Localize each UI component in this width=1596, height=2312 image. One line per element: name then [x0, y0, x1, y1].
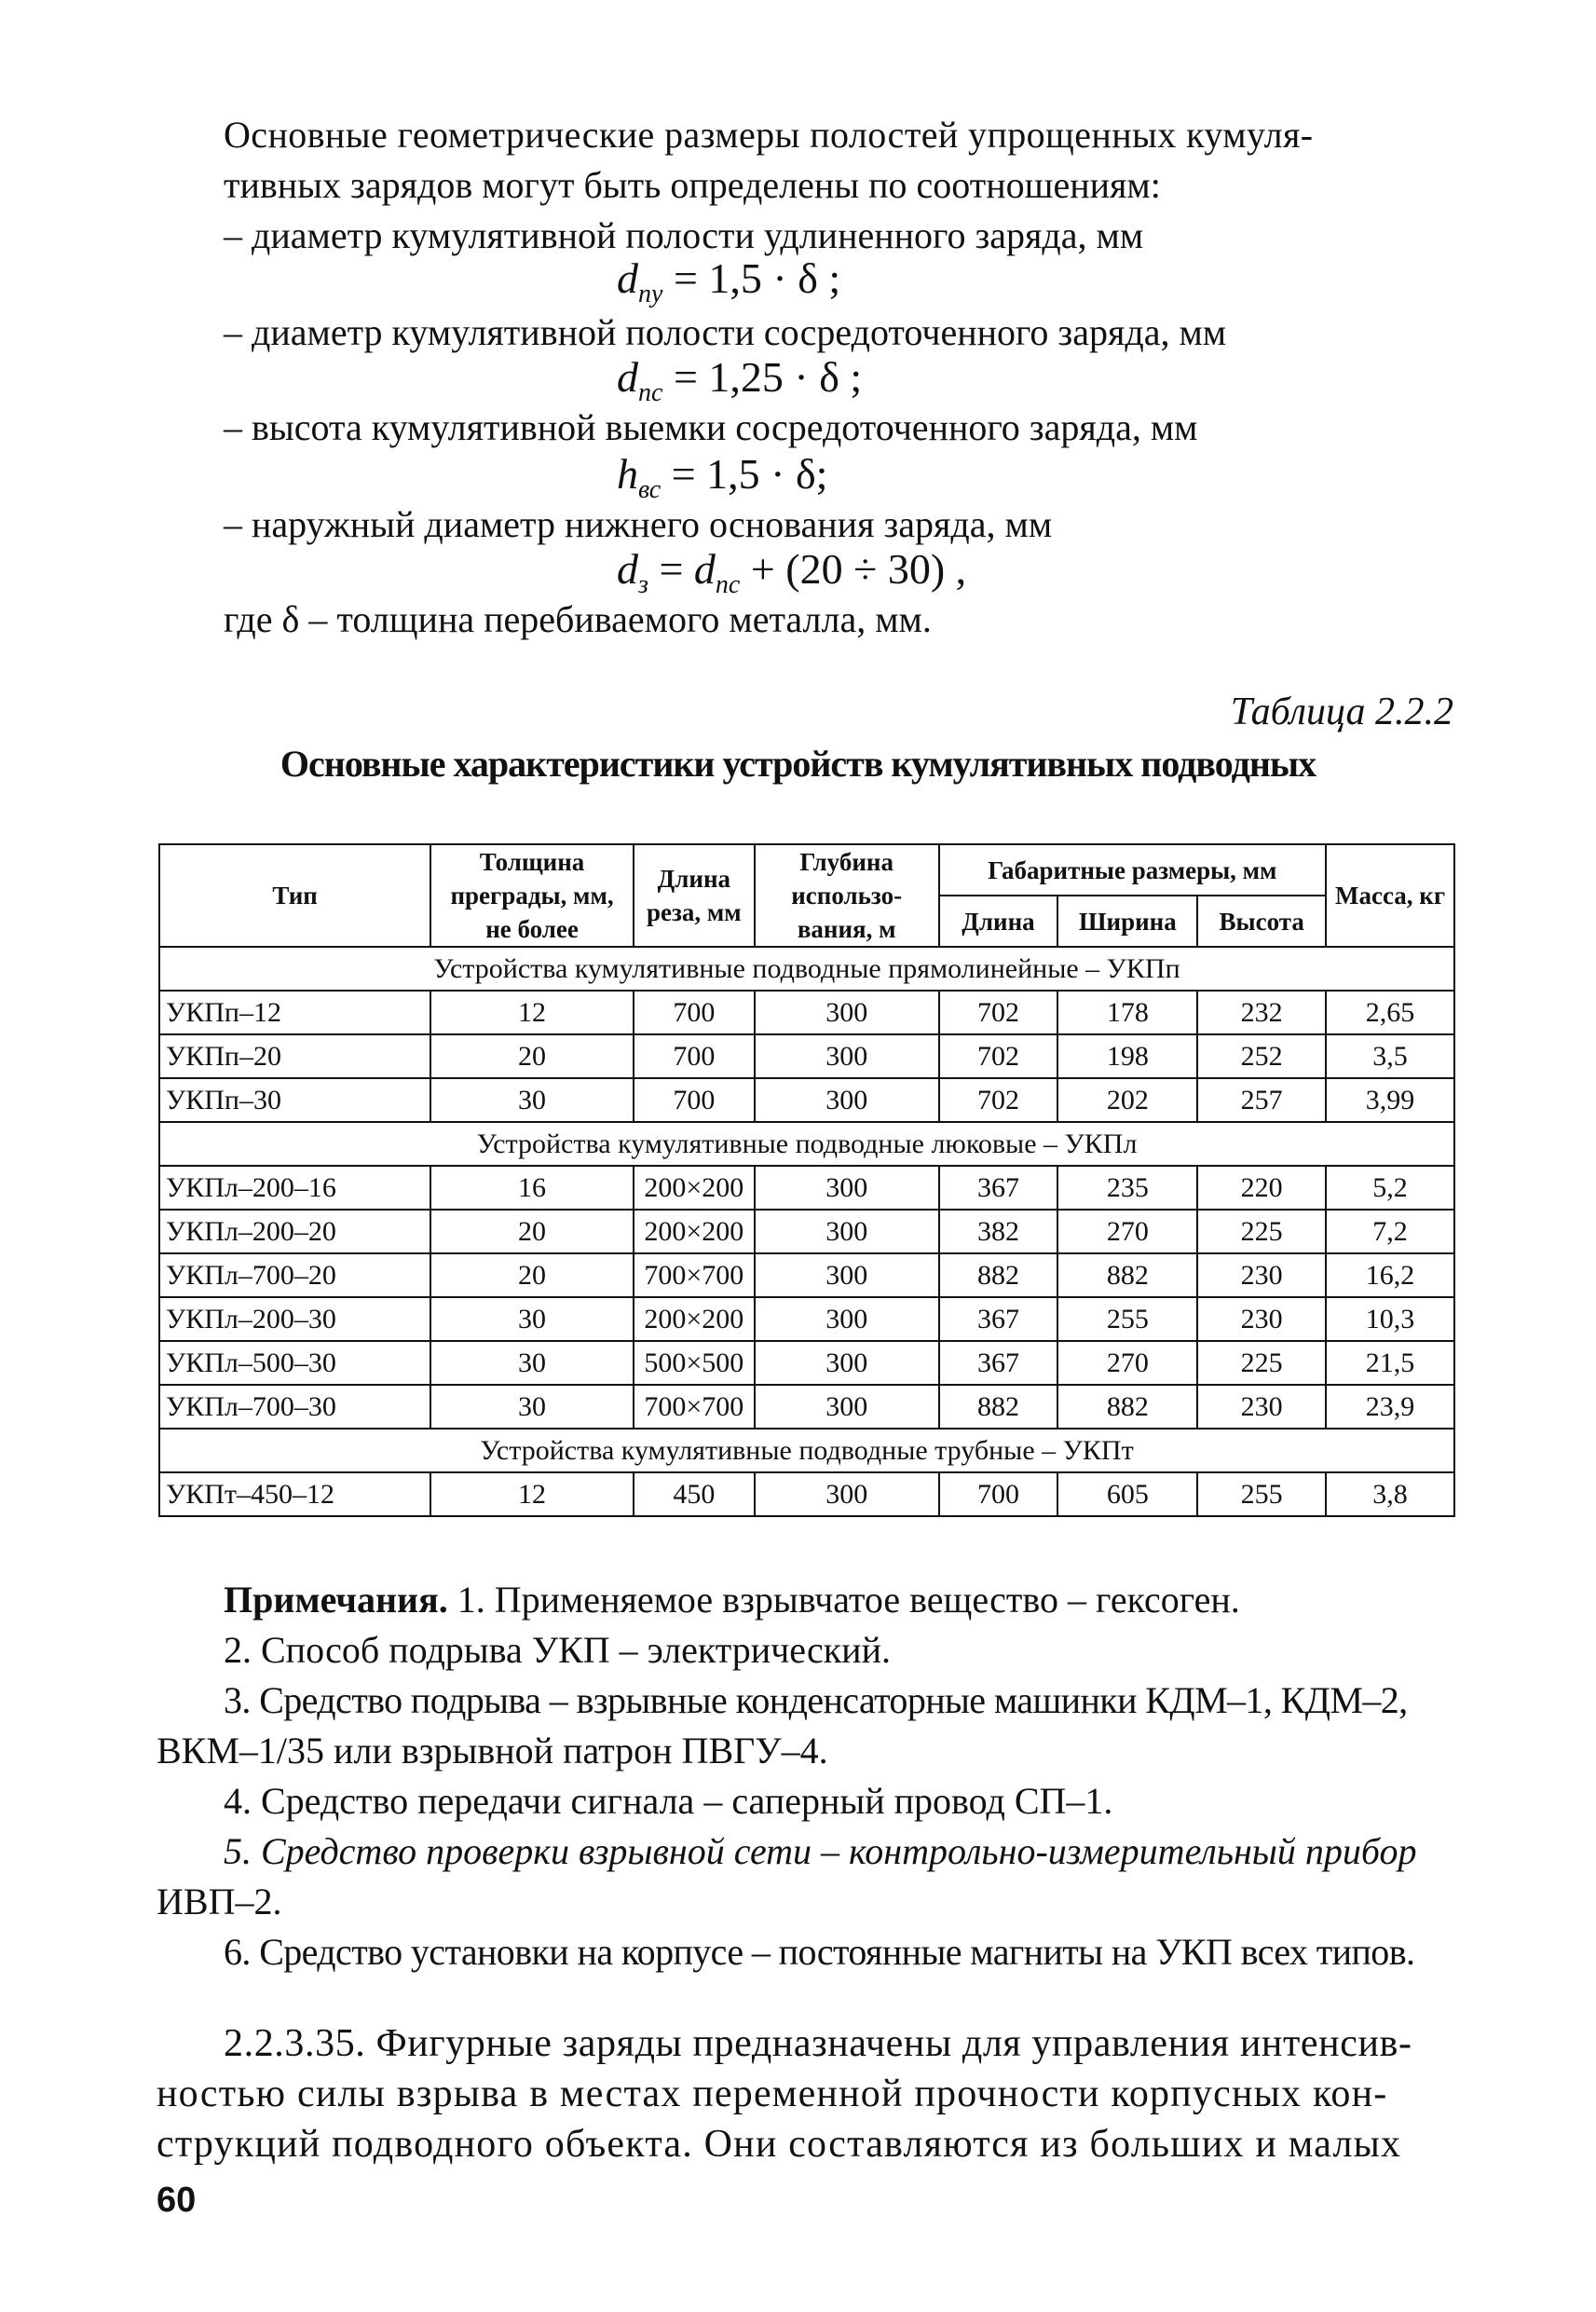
table-cell: 882 — [939, 1385, 1058, 1429]
table-cell: УКПл–500–30 — [159, 1341, 430, 1385]
table-cell: 12 — [430, 991, 634, 1034]
group-title: Устройства кумулятивные подводные прямолинейные – УКПп — [159, 947, 1454, 991]
page-number: 60 — [157, 2181, 197, 2220]
formula-d-z: $d_з = d_{пс} + (20 \div 30)$ , — [617, 545, 967, 599]
table-cell: 700×700 — [634, 1385, 755, 1429]
final-line-2: ностью силы взрыва в местах переменной прочности корпусных кон- — [157, 2073, 1388, 2115]
table-cell: 16 — [430, 1166, 634, 1210]
note-4: 4. Средство передачи сигнала – саперный провод СП–1. — [224, 1780, 1113, 1822]
header-depth: Глубина использо-вания, м — [755, 844, 939, 947]
table-cell: 300 — [755, 1166, 939, 1210]
table-row — [159, 1341, 1454, 1385]
table-cell: 255 — [1197, 1472, 1326, 1516]
table-cell: 300 — [755, 991, 939, 1034]
table-cell: 30 — [430, 1297, 634, 1341]
note-1: Примечания. 1. Применяемое взрывчатое вещество – гексоген. — [224, 1579, 1240, 1621]
table-label: Таблица 2.2.2 — [1230, 691, 1453, 733]
table-cell: 30 — [430, 1385, 634, 1429]
table-cell: 367 — [939, 1341, 1058, 1385]
table-cell: 2,65 — [1326, 991, 1454, 1034]
table-cell: 21,5 — [1326, 1341, 1454, 1385]
header-height: Высота — [1197, 896, 1326, 947]
table-cell: 230 — [1197, 1297, 1326, 1341]
table-cell: УКПп–12 — [159, 991, 430, 1034]
table-cell: УКПл–700–20 — [159, 1253, 430, 1297]
table-cell: 270 — [1057, 1341, 1197, 1385]
table-cell: 5,2 — [1326, 1166, 1454, 1210]
table-cell: УКПт–450–12 — [159, 1472, 430, 1516]
table-cell: 12 — [430, 1472, 634, 1516]
table-cell: 300 — [755, 1297, 939, 1341]
intro-line-2: тивных зарядов могут быть определены по соотношениям: — [224, 164, 1161, 206]
table-cell: 367 — [939, 1297, 1058, 1341]
table-cell: 300 — [755, 1385, 939, 1429]
note-3a: 3. Средство подрыва – взрывные конденсаторные машинки КДМ–1, КДМ–2, — [224, 1679, 1408, 1721]
table-row — [159, 991, 1454, 1034]
table-cell: 702 — [939, 1078, 1058, 1122]
table-cell: 300 — [755, 1472, 939, 1516]
formula-d-pc: $d_{пс} = 1,25 \cdot \delta$ ; — [617, 353, 863, 407]
header-thickness: Толщина преграды, мм, не более — [430, 844, 634, 947]
table-cell: 200×200 — [634, 1166, 755, 1210]
table-cell: 257 — [1197, 1078, 1326, 1122]
table-row — [159, 1472, 1454, 1516]
table-cell: 178 — [1057, 991, 1197, 1034]
table-cell: 300 — [755, 1078, 939, 1122]
note-2: 2. Способ подрыва УКП – электрический. — [224, 1629, 891, 1671]
table-cell: 300 — [755, 1253, 939, 1297]
table-cell: 20 — [430, 1253, 634, 1297]
table-body — [159, 947, 1454, 1516]
table-cell: 202 — [1057, 1078, 1197, 1122]
table-cell: 7,2 — [1326, 1210, 1454, 1253]
intro-item-2: – диаметр кумулятивной полости сосредоточенного заряда, мм — [224, 311, 1227, 353]
table-cell: 230 — [1197, 1385, 1326, 1429]
table-cell: 702 — [939, 991, 1058, 1034]
notes-label: Примечания. — [224, 1579, 448, 1621]
table-cell: 450 — [634, 1472, 755, 1516]
table-cell: 700×700 — [634, 1253, 755, 1297]
table-cell: УКПп–30 — [159, 1078, 430, 1122]
table-title: Основные характеристики устройств кумулятивных подводных — [280, 743, 1316, 785]
table-cell: 300 — [755, 1210, 939, 1253]
table-cell: 3,8 — [1326, 1472, 1454, 1516]
table-cell: 30 — [430, 1078, 634, 1122]
table-cell: УКПп–20 — [159, 1034, 430, 1078]
table-cell: 300 — [755, 1034, 939, 1078]
table-row — [159, 1166, 1454, 1210]
table-cell: 700 — [634, 1078, 755, 1122]
table-cell: 700 — [634, 991, 755, 1034]
table-cell: 367 — [939, 1166, 1058, 1210]
table-cell: 255 — [1057, 1297, 1197, 1341]
note-5b: ИВП–2. — [157, 1881, 282, 1922]
note-5a: 5. Средство проверки взрывной сети – контрольно-измерительный прибор — [224, 1830, 1417, 1872]
table-cell: 700 — [634, 1034, 755, 1078]
intro-item-1: – диаметр кумулятивной полости удлиненного заряда, мм — [224, 214, 1144, 256]
table-cell: УКПл–200–16 — [159, 1166, 430, 1210]
intro-where: где δ – толщина перебиваемого металла, мм. — [224, 598, 932, 640]
group-row — [159, 947, 1454, 991]
formula-h-vc: $h_{вс} = 1,5 \cdot \delta$; — [617, 450, 828, 504]
table-cell: 230 — [1197, 1253, 1326, 1297]
group-title: Устройства кумулятивные подводные люковые – УКПл — [159, 1122, 1454, 1166]
header-cut: Длина реза, мм — [634, 844, 755, 947]
table-cell: 605 — [1057, 1472, 1197, 1516]
header-type: Тип — [159, 844, 430, 947]
table-cell: 220 — [1197, 1166, 1326, 1210]
group-title: Устройства кумулятивные подводные трубные – УКПт — [159, 1429, 1454, 1472]
table-row — [159, 1297, 1454, 1341]
table-cell: 702 — [939, 1034, 1058, 1078]
final-line-3: струкций подводного объекта. Они составляются из больших и малых — [157, 2123, 1402, 2166]
table-cell: 23,9 — [1326, 1385, 1454, 1429]
intro-line-1: Основные геометрические размеры полостей упрощенных кумуля- — [224, 114, 1314, 156]
table-cell: 225 — [1197, 1210, 1326, 1253]
group-row — [159, 1429, 1454, 1472]
table-cell: 20 — [430, 1210, 634, 1253]
table-cell: 200×200 — [634, 1297, 755, 1341]
note-6: 6. Средство установки на корпусе – постоянные магниты на УКП всех типов. — [224, 1931, 1415, 1973]
characteristics-table — [158, 843, 1455, 1517]
table-cell: 882 — [939, 1253, 1058, 1297]
table-cell: 270 — [1057, 1210, 1197, 1253]
table-cell: 225 — [1197, 1341, 1326, 1385]
table-cell: 3,5 — [1326, 1034, 1454, 1078]
final-line-1: 2.2.3.35. Фигурные заряды предназначены для управления интенсив- — [224, 2022, 1412, 2065]
table-row — [159, 1385, 1454, 1429]
table-cell: 882 — [1057, 1385, 1197, 1429]
table-cell: УКПл–200–30 — [159, 1297, 430, 1341]
table-cell: 252 — [1197, 1034, 1326, 1078]
header-mass: Масса, кг — [1326, 844, 1454, 947]
header-width: Ширина — [1057, 896, 1197, 947]
formula-d-py: $d_{пу} = 1,5 \cdot \delta$ ; — [617, 254, 841, 308]
table-cell: 700 — [939, 1472, 1058, 1516]
header-dims: Габаритные размеры, мм — [939, 844, 1327, 896]
table-cell: УКПл–200–20 — [159, 1210, 430, 1253]
table-cell: 235 — [1057, 1166, 1197, 1210]
table-cell: 382 — [939, 1210, 1058, 1253]
table-cell: УКПл–700–30 — [159, 1385, 430, 1429]
table-cell: 232 — [1197, 991, 1326, 1034]
table-cell: 882 — [1057, 1253, 1197, 1297]
table-cell: 3,99 — [1326, 1078, 1454, 1122]
table-cell: 198 — [1057, 1034, 1197, 1078]
group-row — [159, 1122, 1454, 1166]
table-row — [159, 1078, 1454, 1122]
intro-item-3: – высота кумулятивной выемки сосредоточенного заряда, мм — [224, 406, 1198, 448]
table-cell: 200×200 — [634, 1210, 755, 1253]
table-cell: 30 — [430, 1341, 634, 1385]
table-cell: 20 — [430, 1034, 634, 1078]
table-cell: 300 — [755, 1341, 939, 1385]
table-row — [159, 1210, 1454, 1253]
table-cell: 10,3 — [1326, 1297, 1454, 1341]
table-cell: 16,2 — [1326, 1253, 1454, 1297]
table-cell: 500×500 — [634, 1341, 755, 1385]
table-row — [159, 1253, 1454, 1297]
header-length: Длина — [939, 896, 1058, 947]
intro-item-4: – наружный диаметр нижнего основания заряда, мм — [224, 503, 1053, 545]
note-3b: ВКМ–1/35 или взрывной патрон ПВГУ–4. — [157, 1730, 828, 1772]
table-row — [159, 1034, 1454, 1078]
